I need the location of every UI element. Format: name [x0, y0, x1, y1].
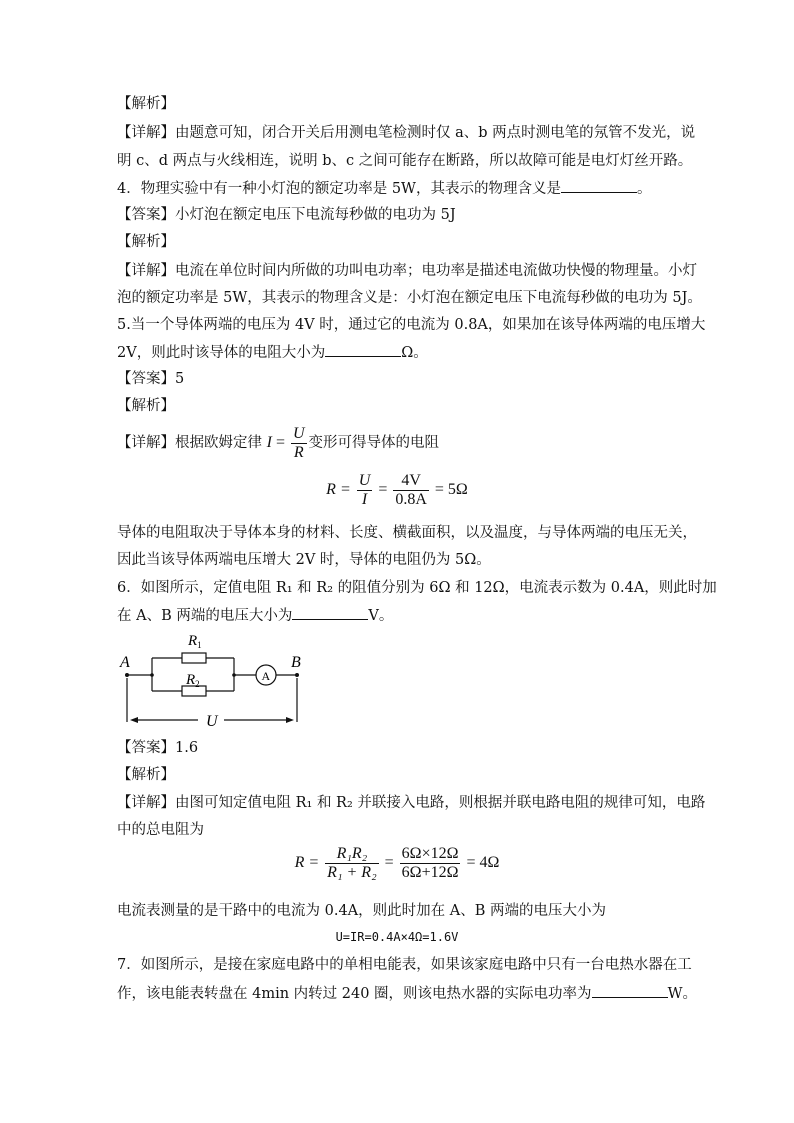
fraction-denominator: 6Ω+12Ω — [401, 864, 459, 881]
equation-rhs: = 4Ω — [466, 854, 500, 872]
xiangjie-label: 【详解】 — [117, 795, 175, 811]
terminal-b-label: B — [291, 654, 301, 671]
xiangjie-paragraph — [117, 424, 439, 462]
equation-rhs: = 5Ω — [434, 481, 468, 499]
ammeter-label: A — [261, 669, 271, 683]
fraction-numerator: U — [292, 424, 305, 442]
equation-lhs: R = — [294, 854, 320, 872]
r2-label-subscript: 2 — [195, 679, 200, 689]
fraction — [325, 845, 378, 882]
fraction — [291, 425, 307, 462]
equation-lhs: R = — [326, 481, 351, 499]
explanation-text: 电流表测量的是干路中的电流为 0.4A，则此时加在 A、B 两端的电压大小为 — [117, 903, 606, 919]
answer-blank — [561, 178, 637, 193]
resistance-equation: R = $\frac{U}{I}$ = $\frac{4V}{0.8A}$ = 5Ω — [326, 472, 468, 508]
formula-symbol: I — [266, 434, 272, 451]
question-text: W。 — [667, 986, 697, 1002]
answer-row — [117, 205, 456, 225]
answer-text: 小灯泡在额定电压下电流每秒做的电功为 5J — [175, 207, 456, 223]
xiangjie-label: 【详解】 — [117, 435, 175, 451]
fraction — [400, 845, 461, 882]
answer-label: 【答案】 — [117, 371, 175, 387]
jiexi-label: 【解析】 — [117, 398, 175, 414]
fraction — [393, 472, 429, 509]
question-6-stem: 6．如图所示，定值电阻 R₁ 和 R₂ 的阻值分别为 6Ω 和 12Ω，电流表示数为 0.4A，则此时加 — [117, 580, 717, 596]
xiangjie-label: 【详解】 — [117, 125, 175, 141]
junction-dot — [150, 673, 154, 677]
r2-label-letter: R — [186, 672, 196, 688]
question-5-stem: 5.当一个导体两端的电压为 4V 时，通过它的电流为 0.8A，如果加在该导体两端的电压增大 — [117, 317, 706, 333]
question-text: Ω。 — [401, 345, 428, 361]
junction-dot — [232, 673, 236, 677]
arrowhead-left-icon — [130, 717, 138, 723]
fraction-numerator: R₁R₂ — [325, 845, 378, 864]
parallel-resistance-equation: R = $\frac{\text{R₁R₂}}{\text{R₁ + R₂}}$ = $\frac{6\Omega\times 12\Omega}{6\Omega+12\Omega}$ = 4Ω — [294, 845, 500, 881]
voltage-equation: U=IR=0.4A×4Ω=1.6V — [335, 930, 459, 944]
xiangjie-paragraph — [117, 793, 705, 813]
r1-label — [187, 633, 202, 650]
r2-label — [185, 672, 200, 689]
fraction — [357, 472, 373, 509]
fraction-denominator: I — [361, 491, 368, 508]
ohm-law-formula: I = $\frac{U}{R}$ — [266, 424, 305, 461]
terminal-b-dot — [295, 673, 299, 677]
answer-label: 【答案】 — [117, 740, 175, 756]
answer-text: 1.6 — [175, 740, 199, 756]
question-text: 作，该电能表转盘在 4min 内转过 240 圈，则该电热水器的实际电功率为 — [117, 986, 592, 1002]
terminal-a-dot — [125, 673, 129, 677]
answer-row — [117, 738, 198, 758]
question-text: 。 — [636, 181, 652, 197]
answer-blank — [325, 342, 401, 357]
answer-label: 【答案】 — [117, 207, 175, 223]
answer-text: 5 — [175, 371, 185, 387]
fraction-numerator: U — [358, 472, 371, 489]
xiangjie-text: 泡的额定功率是 5W，其表示的物理含义是：小灯泡在额定电压下电流每秒做的电功为 5J。 — [117, 290, 702, 306]
arrowhead-right-icon — [286, 717, 294, 723]
xiangjie-text: 中的总电阻为 — [117, 822, 204, 838]
xiangjie-paragraph — [117, 261, 697, 281]
answer-blank — [592, 983, 668, 998]
question-6-stem-line2 — [117, 605, 393, 626]
question-text: 在 A、B 两端的电压大小为 — [117, 608, 293, 624]
question-7-stem: 7．如图所示，是接在家庭电路中的单相电能表，如果该家庭电路中只有一台电热水器在工 — [117, 957, 692, 973]
fraction-numerator: 6Ω×12Ω — [401, 845, 459, 862]
xiangjie-text: 变形可得导体的电阻 — [308, 435, 440, 451]
r1-label-letter: R — [188, 633, 198, 649]
answer-row — [117, 369, 184, 389]
jiexi-label: 【解析】 — [117, 96, 175, 112]
jiexi-label: 【解析】 — [117, 234, 175, 250]
question-text: 4．物理实验中有一种小灯泡的额定功率是 5W，其表示的物理含义是 — [117, 181, 561, 197]
xiangjie-label: 【详解】 — [117, 263, 175, 279]
xiangjie-text: 电流在单位时间内所做的功叫电功率；电功率是描述电流做功快慢的物理量。小灯 — [175, 263, 697, 279]
question-7-stem-line2 — [117, 983, 697, 1004]
question-5-stem-line2 — [117, 342, 428, 363]
xiangjie-text: 由图可知定值电阻 R₁ 和 R₂ 并联接入电路，则根据并联电路电阻的规律可知，电路 — [175, 795, 706, 811]
jiexi-label: 【解析】 — [117, 767, 175, 783]
xiangjie-paragraph — [117, 123, 695, 143]
circuit-diagram — [110, 628, 310, 733]
explanation-text: 因此当该导体两端电压增大 2V 时，导体的电阻仍为 5Ω。 — [117, 552, 491, 568]
answer-blank — [292, 605, 368, 620]
fraction-denominator: R₁ + R₂ — [327, 864, 377, 881]
question-4-stem — [117, 178, 651, 199]
question-text: 2V，则此时该导体的电阻大小为 — [117, 345, 326, 361]
voltage-label: U — [206, 713, 218, 730]
fraction-numerator: 4V — [393, 472, 429, 491]
explanation-text: 导体的电阻取决于导体本身的材料、长度、横截面积，以及温度，与导体两端的电压无关， — [117, 525, 697, 541]
fraction-denominator: 0.8A — [395, 491, 427, 508]
xiangjie-text: 明 c、d 两点与火线相连，说明 b、c 之间可能存在断路，所以故障可能是电灯灯丝开路。 — [117, 153, 693, 169]
terminal-a-label: A — [120, 654, 130, 671]
xiangjie-text: 由题意可知，闭合开关后用测电笔检测时仅 a、b 两点时测电笔的氖管不发光，说 — [175, 125, 696, 141]
xiangjie-text: 根据欧姆定律 — [175, 435, 262, 451]
r1-label-subscript: 1 — [197, 640, 202, 650]
fraction-denominator: R — [293, 443, 304, 461]
resistor-r1 — [182, 653, 206, 663]
question-text: V。 — [368, 608, 394, 624]
